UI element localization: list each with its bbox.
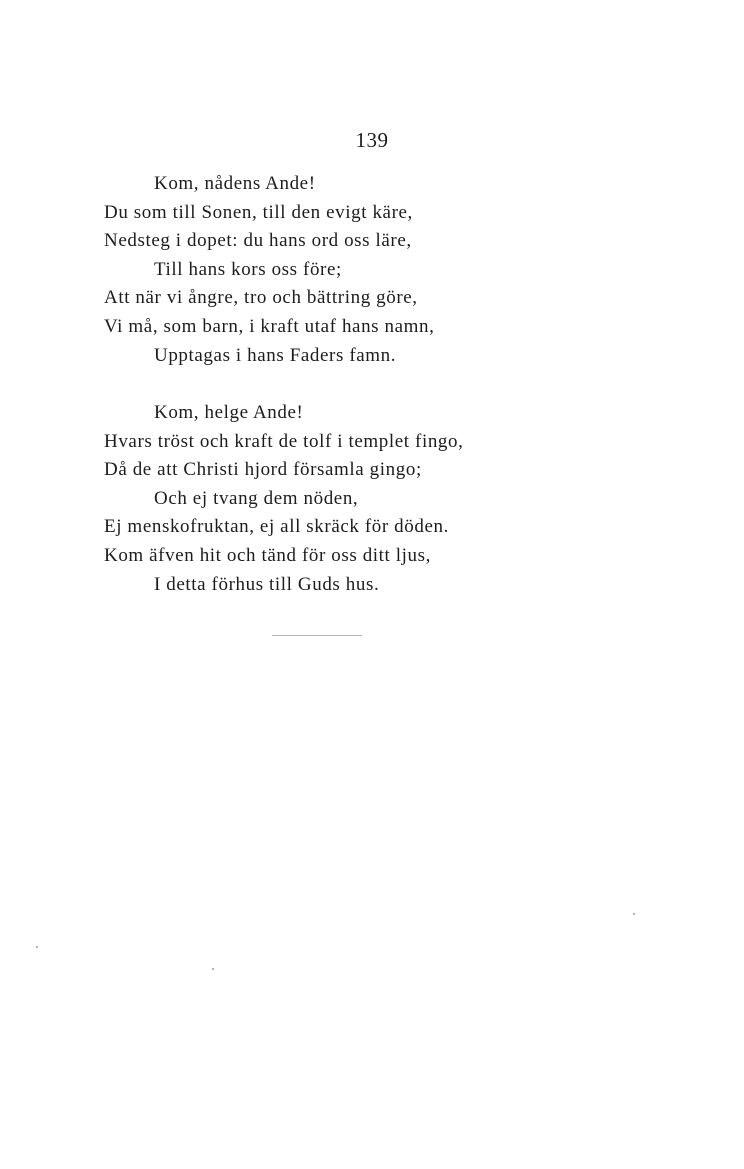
- paper-speck: [633, 913, 635, 915]
- verse-line: Hvars tröst och kraft de tolf i templet fingo,: [104, 430, 464, 452]
- paper-speck: [212, 968, 214, 970]
- verse-line: Kom, helge Ande!: [154, 402, 304, 423]
- verse-line: Och ej tvang dem nöden,: [154, 487, 359, 509]
- page-number: 139: [355, 128, 389, 152]
- verse-line: Du som till Sonen, till den evigt käre,: [104, 201, 413, 223]
- verse-line: Till hans kors oss före;: [154, 258, 342, 280]
- paper-speck: [36, 946, 38, 948]
- verse-line: Upptagas i hans Faders famn.: [154, 344, 397, 366]
- verse-line: I detta förhus till Guds hus.: [154, 573, 380, 595]
- verse-line: Då de att Christi hjord församla gingo;: [104, 459, 422, 481]
- verse-line: Nedsteg i dopet: du hans ord oss läre,: [104, 230, 412, 252]
- verse-line: Vi må, som barn, i kraft utaf hans namn,: [104, 315, 435, 337]
- verse-line: Kom, nådens Ande!: [154, 173, 316, 194]
- stanza-2: [104, 399, 544, 599]
- verse-line: Kom äfven hit och tänd för oss ditt ljus,: [104, 544, 431, 566]
- verse-line: Ej menskofruktan, ej all skräck för döden.: [104, 516, 449, 538]
- end-rule: [272, 635, 362, 636]
- stanza-1: [104, 170, 544, 370]
- verse-line: Att när vi ångre, tro och bättring göre,: [104, 287, 418, 309]
